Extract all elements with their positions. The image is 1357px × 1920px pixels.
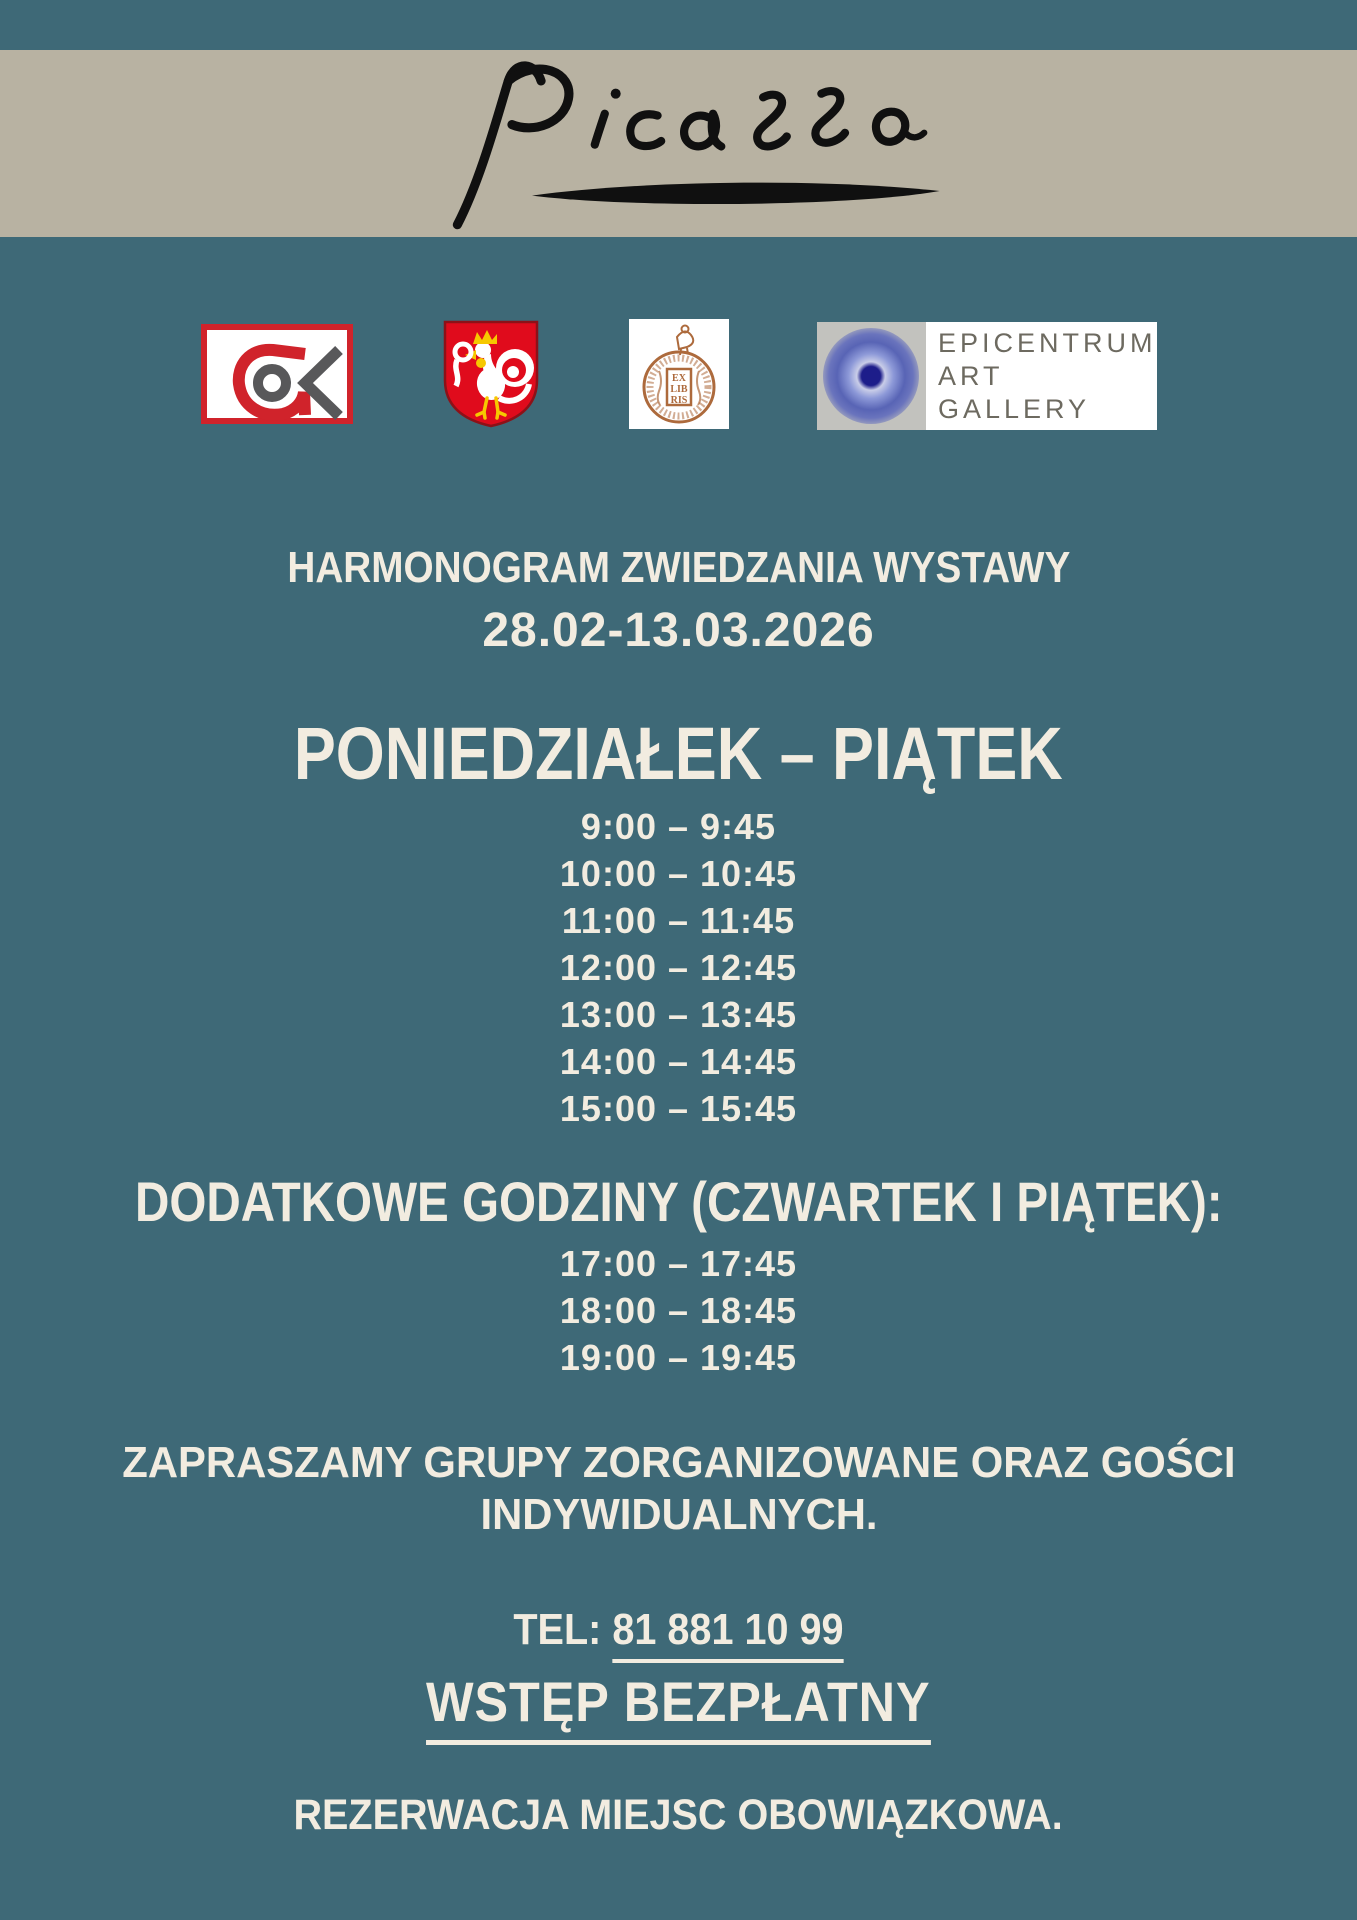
phone-number: 81 881 10 99: [612, 1605, 843, 1663]
blue-iris-icon: [823, 328, 919, 424]
time-slot: 12:00 – 12:45: [559, 947, 798, 988]
extra-hours-heading: [0, 1172, 1357, 1232]
gok-logo: [201, 324, 353, 429]
phone-label: TEL:: [513, 1605, 602, 1654]
epicentrum-wordmark: [926, 322, 1157, 430]
epicentrum-line1: EPICENTRUM: [937, 327, 1157, 358]
free-entry: [0, 1671, 1357, 1733]
time-slot: 15:00 – 15:45: [559, 1088, 798, 1129]
rooster-coat-of-arms-drawing: [441, 318, 541, 430]
exhibition-title-text: HARMONOGRAM ZWIEDZANIA WYSTAWY: [287, 543, 1070, 592]
coat-of-arms-logo: [441, 318, 541, 435]
reservation-note: [0, 1791, 1357, 1839]
time-slot: 18:00 – 18:45: [559, 1290, 798, 1331]
ex-libris-line1: EX: [671, 372, 686, 384]
time-slot: 19:00 – 19:45: [559, 1337, 798, 1378]
time-slot: 13:00 – 13:45: [559, 994, 798, 1035]
exhibition-title: [0, 545, 1357, 591]
time-slot: 9:00 – 9:45: [580, 806, 777, 847]
invite-line2: INDYWIDUALNYCH.: [479, 1490, 878, 1539]
invite-line1: ZAPRASZAMY GRUPY ZORGANIZOWANE ORAZ GOŚCI: [121, 1438, 1236, 1487]
reservation-note-text: REZERWACJA MIEJSC OBOWIĄZKOWA.: [293, 1791, 1064, 1839]
ex-libris-seal-drawing: [629, 319, 729, 429]
picasso-signature: [389, 50, 1079, 237]
partner-logos-row: [0, 321, 1357, 431]
epicentrum-logo: [817, 322, 1157, 430]
time-slot: 14:00 – 14:45: [559, 1041, 798, 1082]
weekday-heading: [0, 712, 1357, 795]
time-slot: 17:00 – 17:45: [559, 1243, 798, 1284]
iris-artwork: [817, 322, 926, 430]
free-entry-text: WSTĘP BEZPŁATNY: [426, 1670, 930, 1745]
weekday-times-list: [0, 803, 1357, 1132]
extra-hours-heading-text: DODATKOWE GODZINY (CZWARTEK I PIĄTEK):: [134, 1170, 1223, 1233]
picasso-signature-drawing: [389, 50, 1079, 232]
extra-times-list: [0, 1240, 1357, 1381]
time-slot: 11:00 – 11:45: [561, 900, 796, 941]
epicentrum-line2: ART GALLERY: [937, 360, 1091, 424]
ex-libris-line2: LIB: [669, 383, 688, 395]
ex-libris-line3: RIS: [670, 394, 687, 406]
phone-line: [0, 1605, 1357, 1655]
exhibition-dates: 28.02-13.03.2026: [482, 604, 875, 657]
ex-libris-logo: [629, 319, 729, 434]
time-slot: 10:00 – 10:45: [559, 853, 798, 894]
weekday-heading-text: PONIEDZIAŁEK – PIĄTEK: [294, 712, 1063, 795]
signature-band: [0, 50, 1357, 237]
invite-text: [0, 1437, 1357, 1541]
gok-logo-drawing: [201, 324, 353, 424]
